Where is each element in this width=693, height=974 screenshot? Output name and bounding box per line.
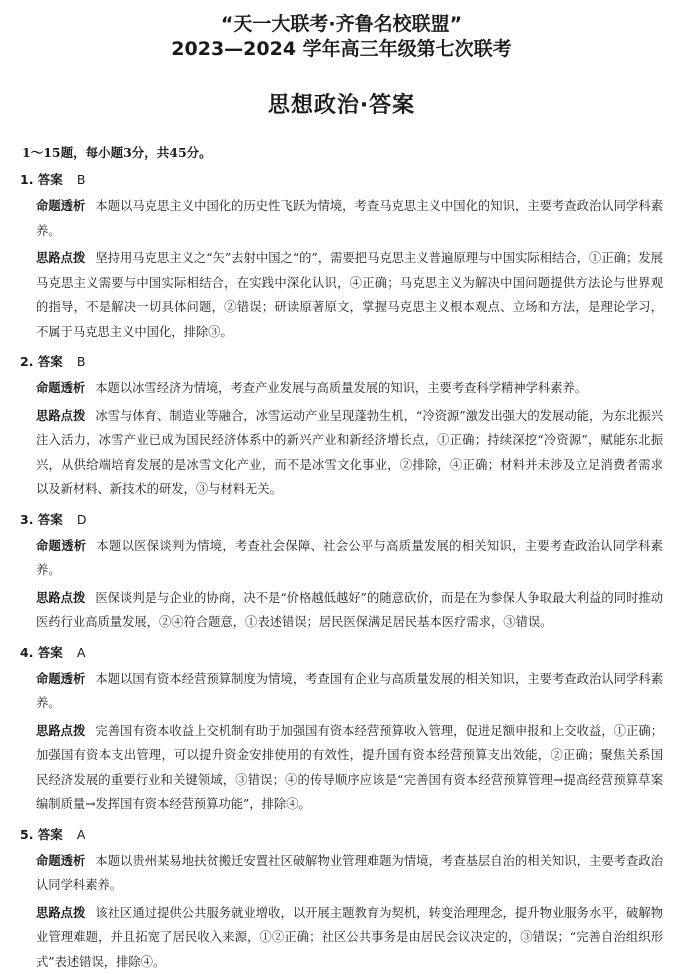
solution-hint [36,246,663,344]
proposition-analysis [36,376,663,401]
answer-line [20,170,663,188]
answer-label: 2. 答案 [20,354,63,369]
question-block [20,825,663,974]
proposition-text: 本题以国有资本经营预算制度为情境，考查国有企业与高质量发展的相关知识，主要考查政治认同学科素养。 [36,672,663,711]
answer-label: 1. 答案 [20,172,63,187]
answer-line [20,643,663,661]
proposition-label: 命题透析 [36,672,85,686]
proposition-text: 本题以冰雪经济为情境，考查产业发展与高质量发展的知识，主要考查科学精神学科素养。 [95,381,587,395]
question-block [20,643,663,817]
answer-letter: B [77,172,86,187]
solution-label: 思路点拨 [36,251,85,265]
solution-text: 冰雪与体育、制造业等融合，冰雪运动产业呈现蓬勃生机，“冷资源”激发出强大的发展动能，为东北振兴注入活力，冰雪产业已成为国民经济体系中的新兴产业和新经济增长点，①正确；持续深挖“冷资源”，赋能东北振兴，从供给端培育发展的是冰雪文化产业，而不是冰雪文化事业，②排除，④正确；材料并未涉及立足消费者需求以及新材料、新技术的研发，③与材料无关。 [36,409,663,497]
answer-label: 5. 答案 [20,827,63,842]
answer-letter: D [77,512,87,527]
solution-label: 思路点拨 [36,724,85,738]
answer-letter: A [77,645,86,660]
answer-letter: A [77,827,86,842]
answer-line [20,510,663,528]
proposition-label: 命题透析 [36,539,86,553]
solution-hint [36,586,663,635]
solution-text: 医保谈判是与企业的协商，决不是“价格越低越好”的随意砍价，而是在为参保人争取最大利益的同时推动医药行业高质量发展，②④符合题意，①表述错误；居民医保满足居民基本医疗需求，③错误。 [36,591,663,630]
solution-text: 完善国有资本收益上交机制有助于加强国有资本经营预算收入管理，促进足额申报和上交收益，①正确；加强国有资本支出管理，可以提升资金安排使用的有效性，提升国有资本经营预算支出效能，②正确；聚焦关系国民经济发展的重要行业和关键领域，③错误；④的传导顺序应该是“完善国有资本经营预算管理→提高经营预算草案编制质量→发挥国有资本经营预算功能”，排除④。 [36,724,663,812]
document-header [20,12,663,119]
proposition-label: 命题透析 [36,199,85,213]
proposition-label: 命题透析 [36,854,85,868]
proposition-analysis [36,534,663,583]
solution-label: 思路点拨 [36,906,85,920]
question-block [20,352,663,502]
proposition-text: 本题以贵州某易地扶贫搬迁安置社区破解物业管理难题为情境，考查基层自治的相关知识，主要考查政治认同学科素养。 [36,854,663,893]
proposition-analysis [36,849,663,898]
solution-hint [36,719,663,817]
proposition-text: 本题以马克思主义中国化的历史性飞跃为情境，考查马克思主义中国化的知识，主要考查政治认同学科素养。 [36,199,663,238]
solution-hint [36,901,663,974]
answer-label: 3. 答案 [20,512,63,527]
answer-letter: B [77,354,86,369]
answer-line [20,825,663,843]
exam-session-title: 2023—2024 学年高三年级第七次联考 [20,37,663,62]
scoring-intro: 1～15题，每小题3分，共45分。 [22,143,663,161]
proposition-label: 命题透析 [36,381,85,395]
solution-label: 思路点拨 [36,591,85,605]
answer-line [20,352,663,370]
proposition-text: 本题以医保谈判为情境，考查社会保障、社会公平与高质量发展的相关知识，主要考查政治认同学科素养。 [36,539,663,578]
solution-text: 坚持用马克思主义之“矢”去射中国之“的”，需要把马克思主义普遍原理与中国实际相结合，①正确；发展马克思主义需要与中国实际相结合，在实践中深化认识，④正确；马克思主义为解决中国问题提供方法论与世界观的指导，不是解决一切具体问题，②错误；研读原著原文，掌握马克思主义根本观点、立场和方法，是理论学习，不属于马克思主义中国化，排除③。 [36,251,663,339]
exam-alliance-title: “天一大联考·齐鲁名校联盟” [20,12,663,37]
proposition-analysis [36,194,663,243]
question-list [20,170,663,974]
solution-text: 该社区通过提供公共服务就业增收，以开展主题教育为契机，转变治理理念，提升物业服务水平，破解物业管理难题，并且拓宽了居民收入来源，①②正确；社区公共事务是由居民会议决定的，③错误；“完善自治组织形式”表述错误，排除④。 [36,906,663,969]
answer-label: 4. 答案 [20,645,63,660]
subject-answer-title: 思想政治·答案 [20,88,663,119]
solution-label: 思路点拨 [36,409,85,423]
proposition-analysis [36,667,663,716]
question-block [20,170,663,344]
solution-hint [36,404,663,502]
question-block [20,510,663,635]
